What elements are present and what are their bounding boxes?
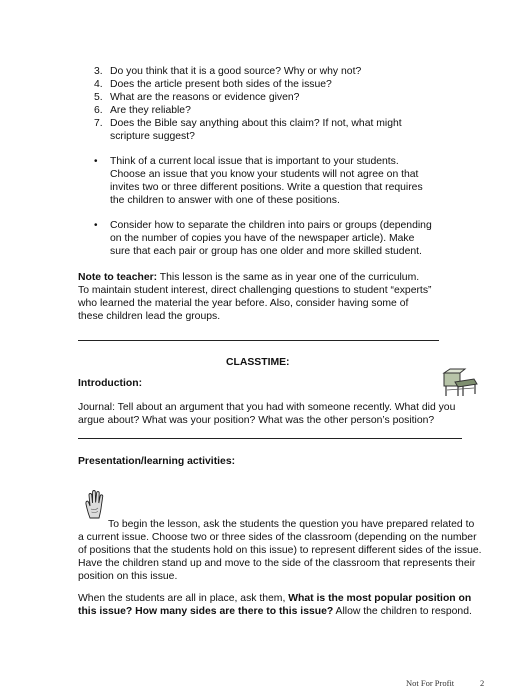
presentation-text: position on this issue. [78, 571, 178, 582]
bullet-text: on the number of copies you have of the newspaper article). Make [110, 233, 415, 244]
list-item-text: What are the reasons or evidence given? [110, 92, 300, 103]
closing-line [78, 592, 471, 605]
presentation-text: a current issue. Choose two or three sides of the classroom (depending on the number [78, 532, 477, 543]
list-number: 6. [94, 105, 103, 116]
note-text: who learned the material the year before. Also, consider having some of [78, 298, 409, 309]
desk-icon [441, 367, 479, 399]
hand-icon [84, 488, 108, 520]
bullet-text: the children to answer with one of these positions. [110, 195, 340, 206]
introduction-heading: Introduction: [78, 378, 143, 389]
presentation-text: To begin the lesson, ask the students the question you have prepared related to [108, 519, 475, 530]
bullet-marker: • [94, 220, 98, 231]
divider-rule [78, 340, 439, 341]
list-item-text: Does the article present both sides of the issue? [110, 79, 332, 90]
closing-line [78, 605, 472, 618]
presentation-text: of positions that the students hold on this issue) to represent different sides of the issue. [78, 545, 482, 556]
closing-text: When the students are all in place, ask them, [78, 593, 289, 604]
list-number: 4. [94, 79, 103, 90]
note-text: To maintain student interest, direct challenging questions to student “experts” [78, 285, 432, 296]
bullet-text: Consider how to separate the children into pairs or groups (depending [110, 220, 432, 231]
closing-question: What is the most popular position on [288, 593, 472, 604]
list-number: 5. [94, 92, 103, 103]
note-text: these children lead the groups. [78, 311, 221, 322]
list-item-text: Do you think that it is a good source? Why or why not? [110, 66, 362, 77]
journal-text: Journal: Tell about an argument that you had with someone recently. What did you [78, 402, 456, 413]
closing-question: this issue? How many sides are there to this issue? [78, 606, 334, 617]
bullet-text: invites two or three different positions. Write a question that requires [110, 182, 423, 193]
classtime-heading: CLASSTIME: [226, 357, 290, 368]
list-item-text: Are they reliable? [110, 105, 191, 116]
footer-text: Not For Profit [406, 678, 455, 688]
divider-rule [78, 438, 462, 439]
bullet-text: Think of a current local issue that is important to your students. [110, 156, 399, 167]
presentation-heading: Presentation/learning activities: [78, 456, 236, 467]
bullet-text: sure that each pair or group has one older and more skilled student. [110, 246, 422, 257]
list-number: 7. [94, 118, 103, 129]
note-first-line [78, 271, 419, 284]
closing-text: Allow the children to respond. [333, 606, 472, 617]
bullet-text: Choose an issue that you know your students will not agree on that [110, 169, 419, 180]
list-item-text: Does the Bible say anything about this claim? If not, what might [110, 118, 402, 129]
presentation-text: Have the children stand up and move to the side of the classroom that represents their [78, 558, 476, 569]
bullet-marker: • [94, 156, 98, 167]
note-label: Note to teacher: [78, 272, 158, 283]
note-text: This lesson is the same as in year one of the curriculum. [157, 272, 420, 283]
list-item-text: scripture suggest? [110, 131, 195, 142]
list-number: 3. [94, 66, 103, 77]
journal-text: argue about? What was your position? What was the other person’s position? [78, 415, 435, 426]
page-number: 2 [480, 678, 485, 688]
